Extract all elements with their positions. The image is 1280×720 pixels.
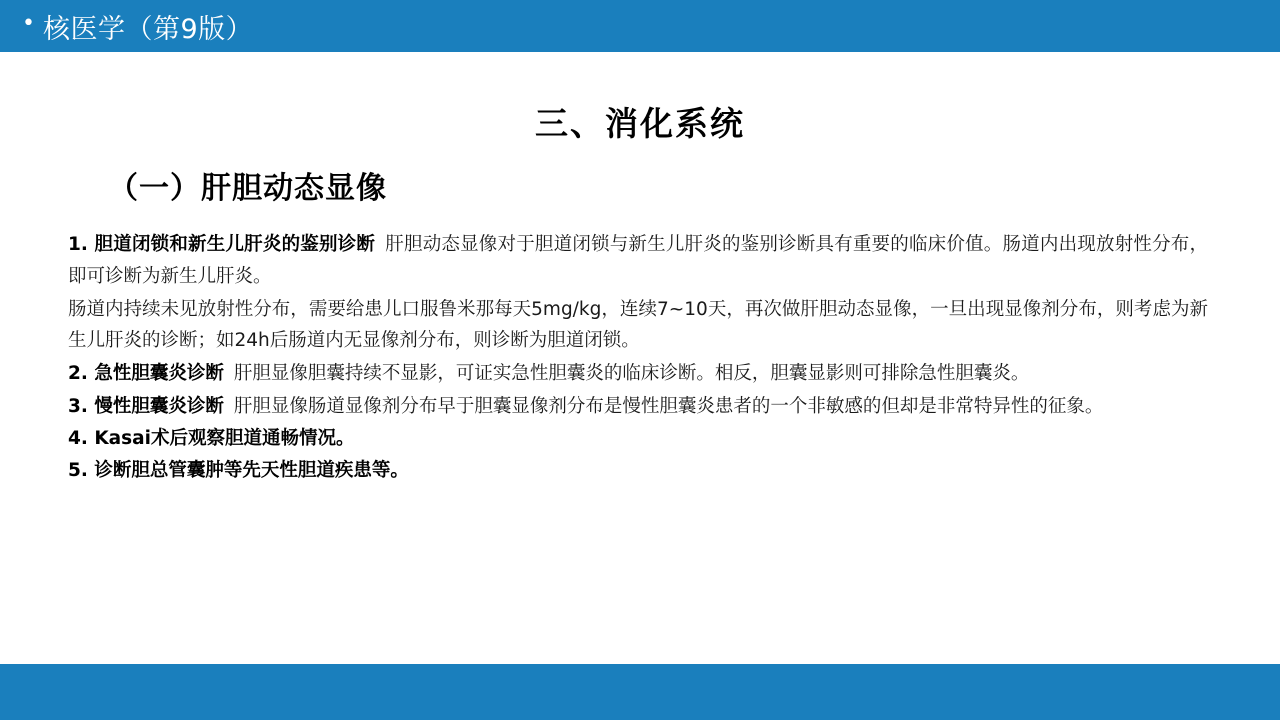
list-item: [68, 229, 1208, 293]
header-bar: [0, 0, 1280, 52]
list-item: 5. 诊断胆总管囊肿等先天性胆道疾患等。: [68, 459, 409, 481]
sub-section-title: （一）肝胆动态显像: [108, 171, 387, 206]
section-title: 三、消化系统: [535, 104, 745, 143]
header-title: 核医学（第9版）: [42, 13, 254, 45]
list-item-text: 肝胆动态显像对于胆道闭锁与新生儿肝炎的鉴别诊断具有重要的临床价值。肠道内出现放射性分布，即可诊断为新生儿肝炎。: [68, 234, 1209, 287]
list-item: [68, 391, 1208, 423]
footer-bar: [0, 664, 1280, 720]
list-item: [68, 358, 1208, 390]
slide-content: [0, 52, 1280, 664]
bullet-icon: •: [22, 11, 35, 36]
list-item-lead: 1. 胆道闭锁和新生儿肝炎的鉴别诊断: [68, 234, 376, 255]
list-item-text: 肝胆显像肠道显像剂分布早于胆囊显像剂分布是慢性胆囊炎患者的一个非敏感的但却是非常特异性的征象。: [233, 396, 1104, 418]
list-item: 4. Kasai术后观察胆道通畅情况。: [68, 427, 355, 449]
list-item-text: 肠道内持续未见放射性分布，需要给患儿口服鲁米那每天5mg/kg，连续7~10天，再次做肝胆动态显像，一旦出现显像剂分布，则考虑为新生儿肝炎的诊断；如24h后肠道内无显像剂分布，则诊断为胆道闭锁。: [68, 298, 1208, 352]
list-item-lead: 3. 慢性胆囊炎诊断: [68, 396, 224, 418]
body-block: [0, 229, 1280, 487]
list-item-lead: 2. 急性胆囊炎诊断: [68, 363, 224, 385]
list-item: [68, 294, 1208, 358]
list-item-text: 肝胆显像胆囊持续不显影，可证实急性胆囊炎的临床诊断。相反，胆囊显影则可排除急性胆囊炎。: [233, 363, 1030, 385]
